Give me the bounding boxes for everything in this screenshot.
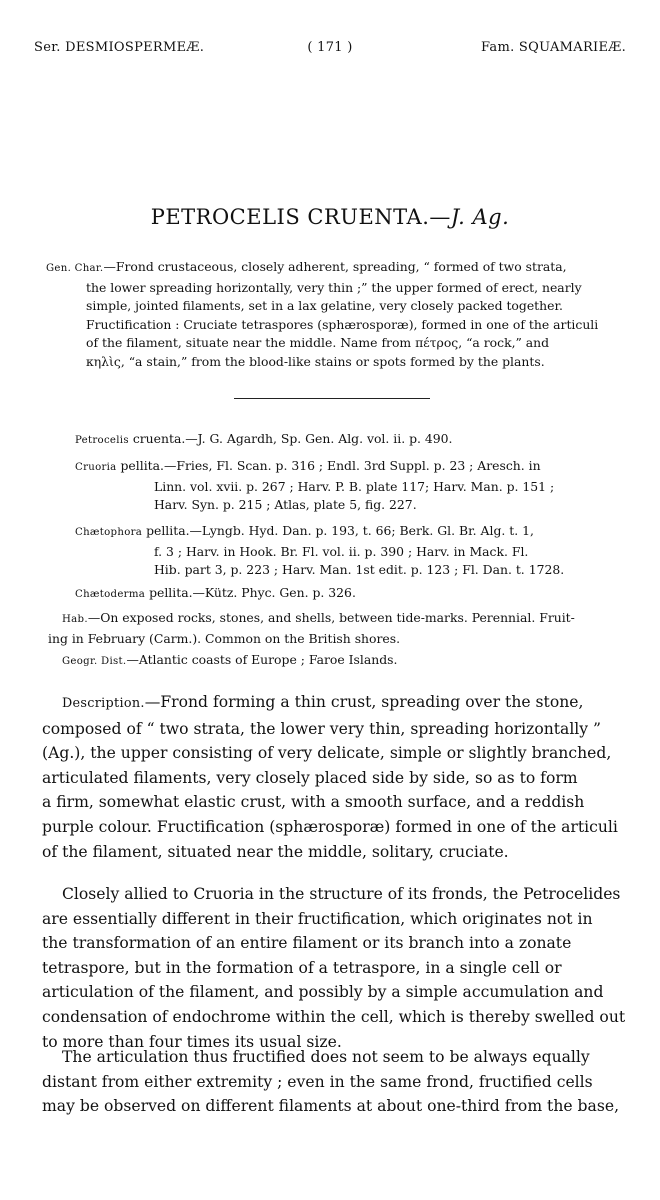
gen-char-line: the lower spreading horizontally, very thin ;” the upper formed of erect, nearly bbox=[86, 279, 582, 295]
gen-char-line: κηλὶς, “a stain,” from the blood-like stains or spots formed by the plants. bbox=[86, 353, 545, 369]
synonym-entry bbox=[75, 457, 628, 515]
synonym-citation: Harv. Syn. p. 215 ; Atlas, plate 5, fig. 227. bbox=[154, 497, 417, 512]
gen-char-line: Gen. Char.—Frond crustaceous, closely adherent, spreading, “ formed of two strata, bbox=[46, 259, 567, 274]
description-line: composed of “ two strata, the lower very thin, spreading horizontally ” bbox=[42, 719, 602, 738]
paragraph-line: distant from either extremity ; even in the same frond, fructified cells bbox=[42, 1072, 593, 1091]
synonym-citation: pellita.—Kütz. Phyc. Gen. p. 326. bbox=[149, 585, 356, 600]
synonym-citation: pellita.—Fries, Fl. Scan. p. 316 ; Endl. 3rd Suppl. p. 23 ; Aresch. in bbox=[120, 458, 541, 473]
gen-char-label: Gen. Char. bbox=[46, 263, 104, 274]
running-header bbox=[34, 40, 626, 60]
description-line: articulated filaments, very closely placed side by side, so as to form bbox=[42, 768, 578, 787]
description-paragraph: Description.—Frond forming a thin crust, spreading over the stone, composed of “ two strata, the lower very thin, spreading horizontally ” (Ag.), the upper consisting of very delicate, simple or slightly branched, articulated filaments, very closely placed side by side, so as to form a firm, somewhat elastic crust, with a smooth surface, and a reddish purple colour. Fructification (sphærosporæ) formed in one of the articuli of the filament, situated near the middle, solitary, cruciate. bbox=[42, 690, 628, 864]
paragraph-line: to more than four times its usual size. bbox=[42, 1032, 342, 1051]
description-label: Description. bbox=[62, 696, 145, 711]
paragraph-line: condensation of endochrome within the cell, which is thereby swelled out bbox=[42, 1007, 626, 1026]
generic-character bbox=[46, 258, 628, 371]
page-number: ( 171 ) bbox=[307, 40, 353, 55]
body-paragraph bbox=[42, 1045, 628, 1119]
section-divider bbox=[234, 398, 430, 399]
geography-text: —Atlantic coasts of Europe ; Faroe Islands. bbox=[126, 652, 398, 667]
paragraph-line: the transformation of an entire filament or its branch into a zonate bbox=[42, 934, 572, 953]
synonym-citation: f. 3 ; Harv. in Hook. Br. Fl. vol. ii. p. 390 ; Harv. in Mack. Fl. bbox=[154, 543, 529, 559]
description-line: a firm, somewhat elastic crust, with a smooth surface, and a reddish bbox=[42, 793, 585, 812]
synonym-genus: Cruoria bbox=[75, 462, 117, 473]
species-name: PETROCELIS CRUENTA.— bbox=[150, 205, 451, 229]
synonym-citation: Linn. vol. xvii. p. 267 ; Harv. P. B. plate 117; Harv. Man. p. 151 ; bbox=[154, 478, 555, 494]
paragraph-line: tetraspore, but in the formation of a tetraspore, in a single cell or bbox=[42, 958, 562, 977]
habitat: Hab.—On exposed rocks, stones, and shells, between tide-marks. Perennial. Fruit- ing in February (Carm.). Common on the British shores. bbox=[62, 608, 628, 648]
description-line: purple colour. Fructification (sphærosporæ) formed in one of the articuli bbox=[42, 817, 618, 836]
header-family: Fam. SQUAMARIEÆ. bbox=[480, 40, 626, 55]
synonym-citation: pellita.—Lyngb. Hyd. Dan. p. 193, t. 66; Berk. Gl. Br. Alg. t. 1, bbox=[146, 523, 534, 538]
synonym-entry bbox=[75, 584, 628, 605]
body-paragraph bbox=[42, 882, 628, 1054]
synonym-citation: cruenta.—J. G. Agardh, Sp. Gen. Alg. vol. ii. p. 490. bbox=[132, 431, 453, 446]
species-title bbox=[0, 205, 660, 229]
synonym-genus: Petrocelis bbox=[75, 435, 129, 446]
synonym-entry bbox=[75, 430, 628, 451]
habitat-label: Hab. bbox=[62, 614, 88, 625]
paragraph-line: may be observed on different filaments at about one-third from the base, bbox=[42, 1097, 620, 1116]
gen-char-line: simple, jointed filaments, set in a lax gelatine, very closely packed together. bbox=[86, 298, 563, 313]
description-line: of the filament, situated near the middle, solitary, cruciate. bbox=[42, 842, 509, 861]
header-series: Ser. DESMIOSPERMEÆ. bbox=[34, 40, 205, 55]
geographic-distribution bbox=[62, 652, 628, 667]
gen-char-line: of the filament, situate near the middle. Name from πέτρος, “a rock,” and bbox=[86, 335, 550, 350]
description-line: (Ag.), the upper consisting of very delicate, simple or slightly branched, bbox=[42, 744, 612, 763]
geography-label: Geogr. Dist. bbox=[62, 656, 127, 667]
paragraph-line: articulation of the filament, and possibly by a simple accumulation and bbox=[42, 983, 604, 1002]
habitat-line: ing in February (Carm.). Common on the British shores. bbox=[48, 631, 401, 646]
paragraph-line: Closely allied to Cruoria in the structure of its fronds, the Petrocelides bbox=[62, 885, 621, 903]
synonym-genus: Chætoderma bbox=[75, 589, 146, 600]
species-author: J. Ag. bbox=[450, 205, 510, 229]
gen-char-line: Fructification : Cruciate tetraspores (sphærosporæ), formed in one of the articuli bbox=[86, 316, 599, 332]
synonym-genus: Chætophora bbox=[75, 527, 143, 538]
paragraph-line: are essentially different in their fructification, which originates not in bbox=[42, 909, 593, 928]
synonym-entry bbox=[75, 522, 628, 580]
synonym-citation: Hib. part 3, p. 223 ; Harv. Man. 1st edit. p. 123 ; Fl. Dan. t. 1728. bbox=[154, 562, 565, 577]
paragraph-line: The articulation thus fructified does not seem to be always equally bbox=[62, 1048, 590, 1066]
